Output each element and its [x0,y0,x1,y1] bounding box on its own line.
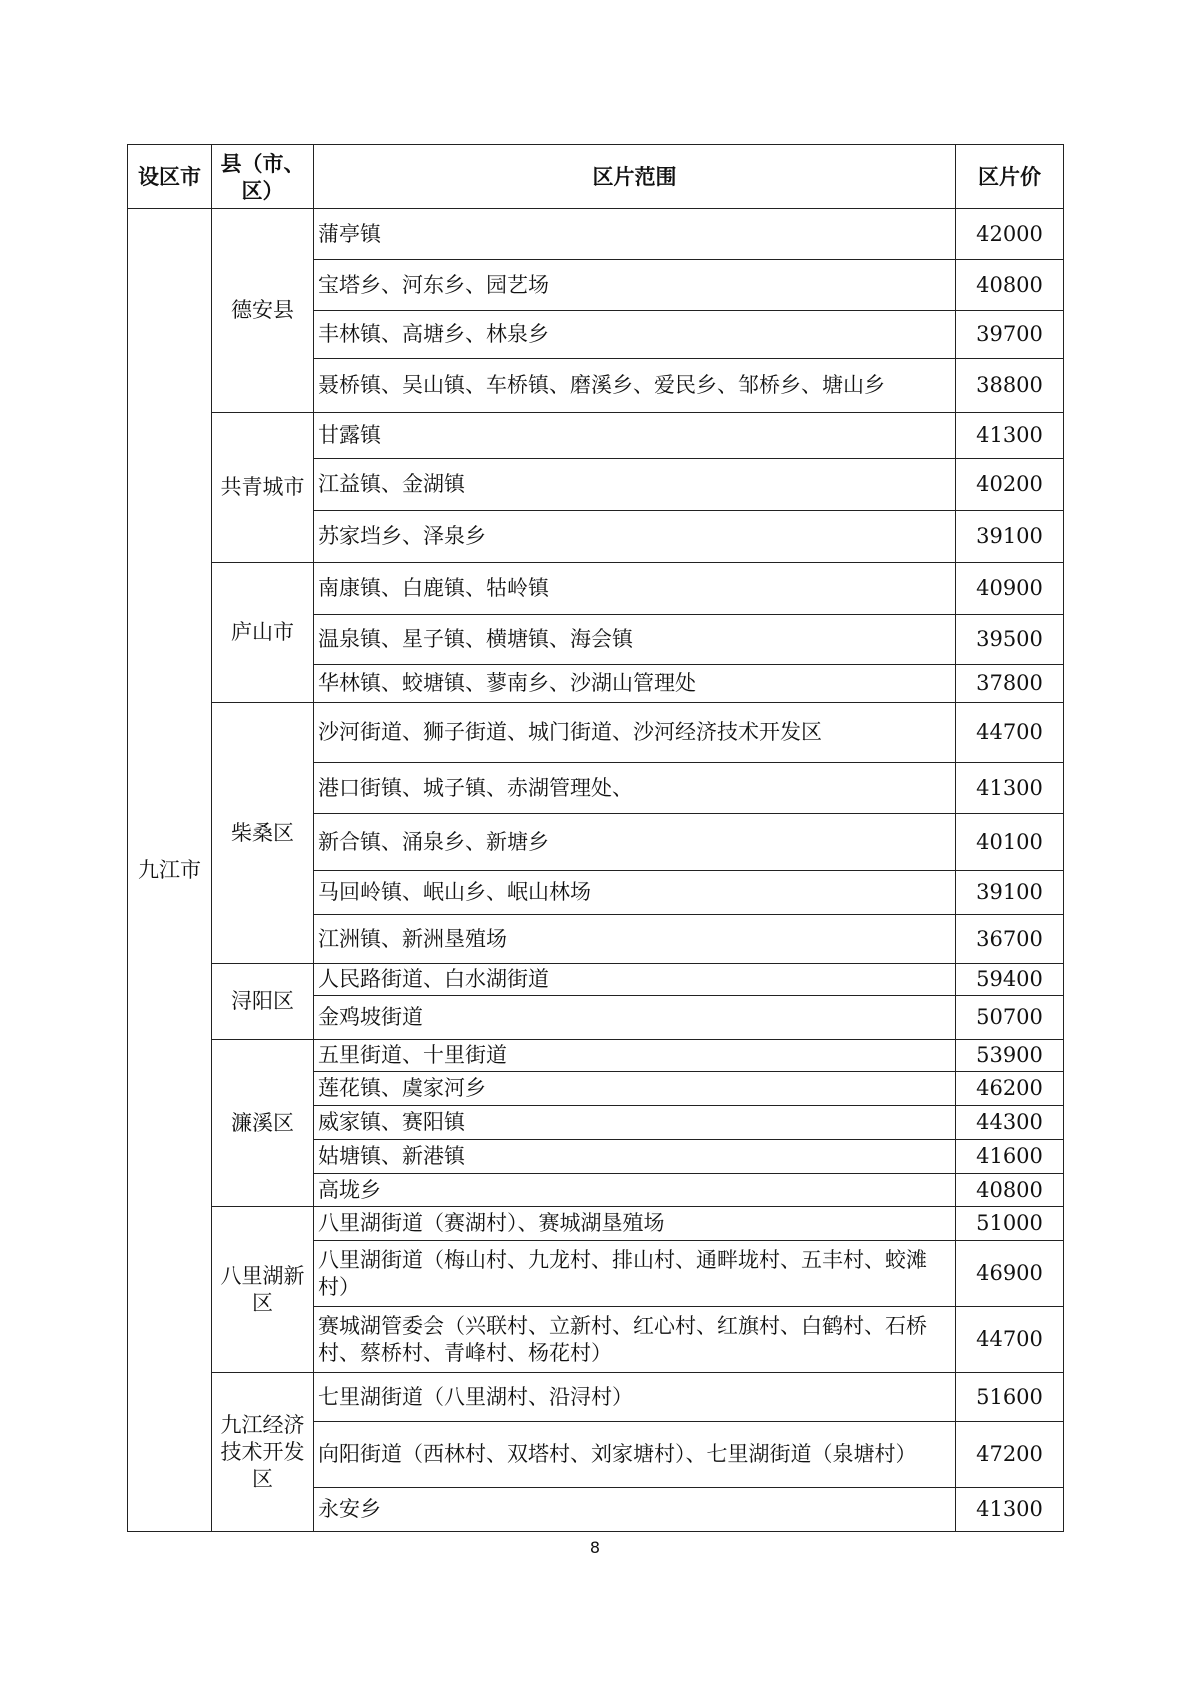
area-cell: 新合镇、涌泉乡、新塘乡 [314,814,956,871]
area-cell: 聂桥镇、吴山镇、车桥镇、磨溪乡、爱民乡、邹桥乡、塘山乡 [314,359,956,413]
area-cell: 姑塘镇、新港镇 [314,1140,956,1174]
area-cell: 赛城湖管委会（兴联村、立新村、红心村、红旗村、白鹤村、石桥村、蔡桥村、青峰村、杨花村） [314,1307,956,1373]
price-cell: 53900 [956,1040,1064,1072]
table-row [128,413,1064,459]
table-row [128,703,1064,763]
land-price-table [127,144,1064,1532]
area-cell: 威家镇、赛阳镇 [314,1106,956,1140]
area-cell: 南康镇、白鹿镇、牯岭镇 [314,563,956,615]
price-cell: 40800 [956,260,1064,311]
header-county: 县（市、区） [212,145,314,209]
price-cell: 38800 [956,359,1064,413]
price-cell: 40200 [956,459,1064,511]
area-cell: 宝塔乡、河东乡、园艺场 [314,260,956,311]
area-cell: 华林镇、蛟塘镇、蓼南乡、沙湖山管理处 [314,665,956,703]
price-cell: 39500 [956,615,1064,665]
price-cell: 46200 [956,1072,1064,1106]
table-row [128,1207,1064,1241]
area-cell: 马回岭镇、岷山乡、岷山林场 [314,871,956,915]
area-cell: 港口街镇、城子镇、赤湖管理处、 [314,763,956,814]
price-cell: 40900 [956,563,1064,615]
price-cell: 41300 [956,763,1064,814]
price-cell: 46900 [956,1241,1064,1307]
price-cell: 40800 [956,1174,1064,1207]
area-cell: 莲花镇、虞家河乡 [314,1072,956,1106]
price-cell: 42000 [956,209,1064,260]
area-cell: 温泉镇、星子镇、横塘镇、海会镇 [314,615,956,665]
area-cell: 沙河街道、狮子街道、城门街道、沙河经济技术开发区 [314,703,956,763]
price-cell: 40100 [956,814,1064,871]
county-cell: 共青城市 [212,413,314,563]
price-cell: 41300 [956,413,1064,459]
area-cell: 七里湖街道（八里湖村、沿浔村） [314,1373,956,1422]
county-cell: 柴桑区 [212,703,314,964]
area-cell: 江洲镇、新洲垦殖场 [314,915,956,964]
header-row [128,145,1064,209]
county-cell: 八里湖新区 [212,1207,314,1373]
area-cell: 向阳街道（西林村、双塔村、刘家塘村）、七里湖街道（泉塘村） [314,1422,956,1488]
county-cell: 庐山市 [212,563,314,703]
header-area: 区片范围 [314,145,956,209]
price-cell: 47200 [956,1422,1064,1488]
county-cell: 浔阳区 [212,964,314,1040]
price-cell: 39700 [956,311,1064,359]
area-cell: 永安乡 [314,1488,956,1532]
header-price: 区片价 [956,145,1064,209]
area-cell: 八里湖街道（梅山村、九龙村、排山村、通畔垅村、五丰村、蛟滩村） [314,1241,956,1307]
price-cell: 59400 [956,964,1064,996]
price-cell: 39100 [956,871,1064,915]
price-cell: 51000 [956,1207,1064,1241]
price-cell: 44700 [956,703,1064,763]
area-cell: 江益镇、金湖镇 [314,459,956,511]
price-cell: 50700 [956,996,1064,1040]
table-row [128,563,1064,615]
price-cell: 44300 [956,1106,1064,1140]
price-cell: 39100 [956,511,1064,563]
price-cell: 41300 [956,1488,1064,1532]
area-cell: 丰林镇、高塘乡、林泉乡 [314,311,956,359]
area-cell: 八里湖街道（赛湖村）、赛城湖垦殖场 [314,1207,956,1241]
area-cell: 人民路街道、白水湖街道 [314,964,956,996]
county-cell: 德安县 [212,209,314,413]
table-row [128,1373,1064,1422]
area-cell: 五里街道、十里街道 [314,1040,956,1072]
price-cell: 36700 [956,915,1064,964]
area-cell: 甘露镇 [314,413,956,459]
table-row [128,964,1064,996]
city-cell: 九江市 [128,209,212,1532]
county-cell: 九江经济技术开发区 [212,1373,314,1532]
price-cell: 51600 [956,1373,1064,1422]
price-cell: 41600 [956,1140,1064,1174]
table-row [128,1040,1064,1072]
county-cell: 濂溪区 [212,1040,314,1207]
header-city: 设区市 [128,145,212,209]
area-cell: 蒲亭镇 [314,209,956,260]
price-cell: 44700 [956,1307,1064,1373]
area-cell: 金鸡坡街道 [314,996,956,1040]
price-cell: 37800 [956,665,1064,703]
table-row [128,209,1064,260]
page-number: 8 [589,1538,601,1557]
area-cell: 高垅乡 [314,1174,956,1207]
area-cell: 苏家垱乡、泽泉乡 [314,511,956,563]
